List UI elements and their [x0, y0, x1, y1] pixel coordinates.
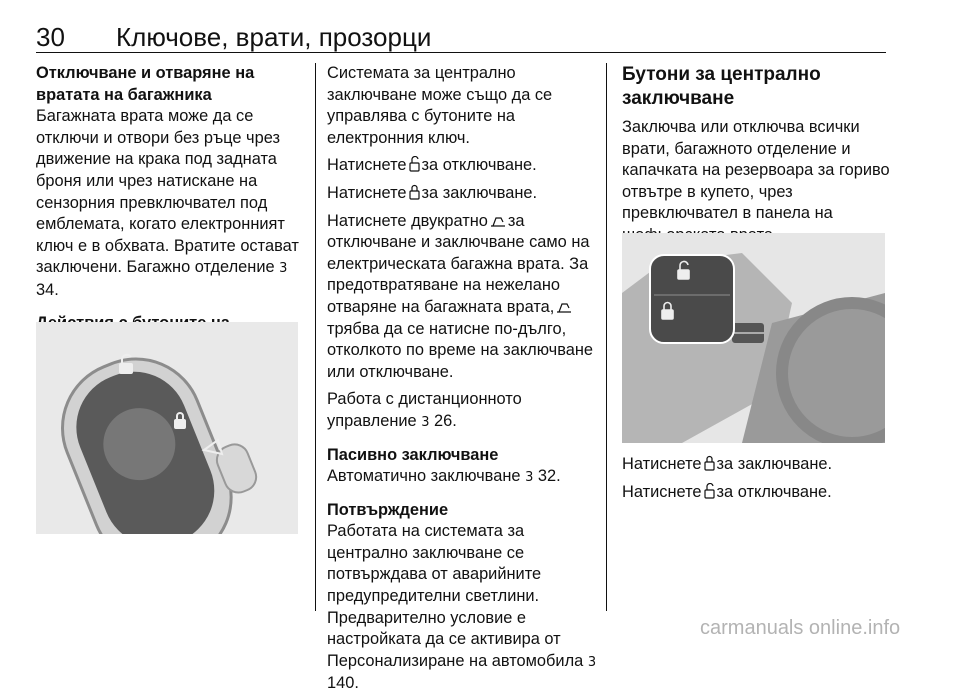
reference-arrow: 3: [421, 414, 430, 430]
paragraph-tailgate-button: Натиснете двукратно за отключване и заключване само на електрическата багажна врата. За предотвратяване на нежелано отваряне на багажната врата,трябва да се натисне по-дълго, отколкото по време на заключване или отключване.: [327, 211, 594, 381]
column-3-lower: [622, 454, 892, 503]
column-2: [327, 63, 599, 695]
paragraph-remote: Работа с дистанционното управление 3 26.: [327, 390, 522, 430]
paragraph-confirmation: Работата на системата за централно заключване се потвърждава от аварийните предупредителни светлини. Предварително условие е настройката да се активира от Персонализиране на автомобила 3 140.: [327, 522, 597, 693]
page-reference: 26.: [434, 411, 457, 430]
paragraph-unlock-button: Натиснете за отключване.: [622, 482, 832, 501]
paragraph-tailgate: Багажната врата може да се отключи и отвори без ръце чрез движение на крака под задната броня или чрез натискане на сензорния превключвател под емблемата, когато електронният ключ е в обхвата. Вратите остават заключени. Багажно отделение 3 34.: [36, 107, 299, 299]
lock-icon: [409, 184, 420, 200]
paragraph-unlock: Натиснете за отключване.: [327, 156, 537, 175]
paragraph-passive-lock: Автоматично заключване 3 32.: [327, 467, 561, 486]
tailgate-icon: [490, 214, 506, 228]
page-reference: 32.: [537, 467, 561, 486]
paragraph-central-lock: Заключва или отключва всички врати, багажното отделение и капачката на резервоара за гориво отвътре в купето, чрез превключвател в панела на: [622, 118, 890, 223]
lock-icon: [704, 455, 715, 471]
page-reference: 34.: [36, 280, 59, 299]
chapter-title: Ключове, врати, прозорци: [116, 22, 432, 52]
column-divider: [315, 63, 316, 611]
reference-arrow: 3: [279, 261, 288, 277]
tailgate-icon: [556, 300, 572, 314]
column-1: [36, 63, 304, 356]
page-reference: 140.: [327, 674, 359, 693]
reference-arrow: 3: [587, 654, 597, 670]
reference-arrow: 3: [525, 470, 534, 486]
section-heading-passive-lock: Пасивно заключване: [327, 445, 499, 464]
watermark: carmanuals online.info: [700, 617, 901, 639]
paragraph-lock-button: Натиснете за заключване.: [622, 455, 833, 473]
unlock-icon: [704, 483, 715, 499]
column-3: [622, 63, 892, 247]
paragraph-lock: Натиснете за заключване.: [327, 183, 538, 202]
key-fob-illustration: [36, 322, 298, 534]
paragraph-intro: Системата за централно заключване може също да се управлява с бутоните на електронния ключ.: [327, 64, 553, 147]
page-number: 30: [36, 22, 65, 52]
door-panel-illustration: [622, 233, 885, 443]
header-divider: [36, 52, 886, 53]
section-heading-tailgate: Отключване и отваряне на вратата на багажника: [36, 64, 255, 104]
column-divider: [606, 63, 607, 611]
section-heading-confirmation: Потвърждение: [327, 500, 449, 519]
page-header: [36, 22, 924, 54]
unlock-icon: [409, 156, 420, 172]
section-heading-central-lock-buttons: Бутони за централно заключване: [622, 64, 821, 109]
